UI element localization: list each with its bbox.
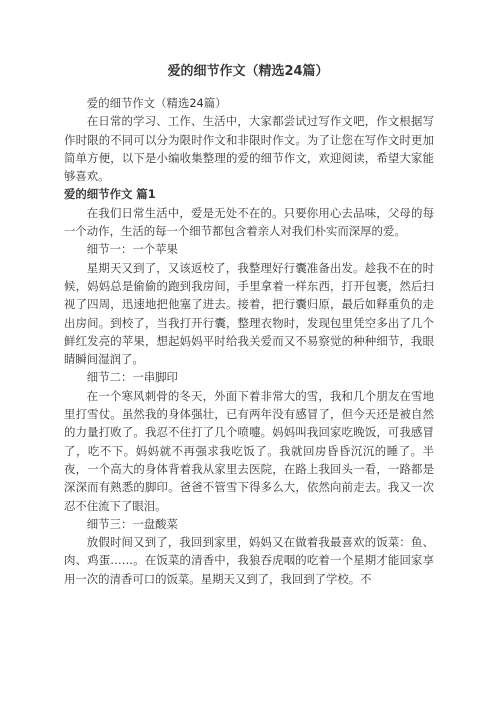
intro-paragraph: 在日常的学习、工作、生活中，大家都尝试过写作文吧，作文根据写作时限的不同可以分为限时作文和非限时作文。为了让您在写作文时更加简单方便，以下是小编收集整理的爱的细节作文，欢迎阅读，希望大家能够喜欢。	[64, 114, 434, 184]
body-paragraph: 星期天又到了，又该返校了，我整理好行囊准备出发。趁我不在的时候，妈妈总是偷偷的跑到我房间，手里拿着一样东西，打开包裹，然后扫视了四周，迅速地把他塞了进去。接着，把行囊归原，最后如释重负的走出房间。到校了，当我打开行囊，整理衣物时，发现包里凭空多出了几个鲜红发亮的苹果，想起妈妈平时给我关爱而又不易察觉的种种细节，我眼睛瞬间湿润了。	[64, 260, 434, 367]
detail-heading-1: 细节一：一个苹果	[86, 242, 178, 257]
detail-heading-3: 细节三：一盘酸菜	[86, 516, 178, 531]
body-paragraph: 在我们日常生活中，爱是无处不在的。只要你用心去品味，父母的每一个动作，生活的每一个细节都包含着亲人对我们朴实而深厚的爱。	[64, 205, 434, 239]
body-paragraph: 放假时间又到了，我回到家里，妈妈又在做着我最喜欢的饭菜：鱼、肉、鸡蛋……。在饭菜的清香中，我狼吞虎咽的吃着一个星期才能回家享用一次的清香可口的饭菜。星期天又到了，我回到了学校。不	[64, 535, 434, 586]
body-paragraph: 在一个寒风刺骨的冬天，外面下着非常大的雪，我和几个朋友在雪地里打雪仗。虽然我的身体强壮，已有两年没有感冒了，但今天还是被自然的力量打败了。我忍不住打了几个喷嚏。妈妈叫我回家吃晚饭，可我感冒了，吃不下。妈妈就不再强求我吃饭了。我就回房昏昏沉沉的睡了。半夜，一个高大的身体背着我从家里去医院，在路上我回头一看，一路都是深深而有熟悉的脚印。爸爸不管雪下得多么大，依然向前走去。我又一次忍不住流下了眼泪。	[64, 388, 434, 513]
detail-heading-2: 细节二：一串脚印	[86, 370, 178, 385]
document-body	[64, 94, 434, 588]
document-title: 爱的细节作文（精选24篇）	[167, 64, 329, 79]
section-heading: 爱的细节作文 篇1	[64, 187, 156, 202]
intro-subtitle: 爱的细节作文（精选24篇）	[86, 96, 227, 110]
